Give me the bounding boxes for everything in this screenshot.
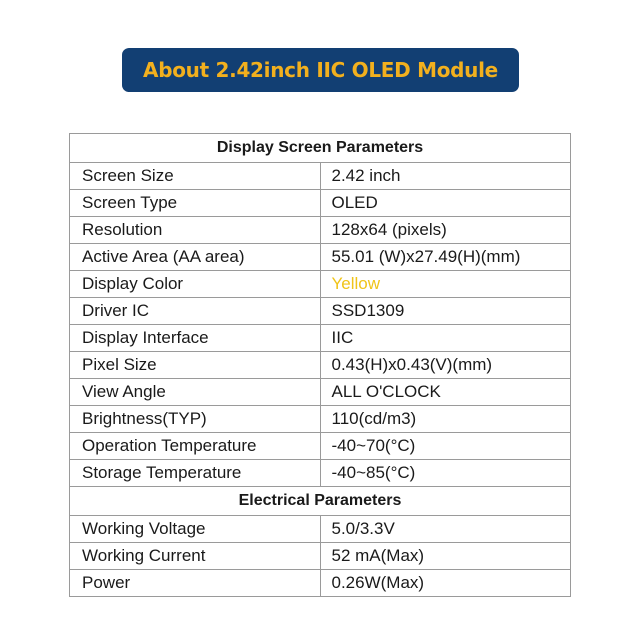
- table-row: [70, 163, 571, 190]
- param-label: Power: [70, 570, 321, 597]
- table-row: [70, 325, 571, 352]
- param-label: Pixel Size: [70, 352, 321, 379]
- param-label: Display Interface: [70, 325, 321, 352]
- param-value: 110(cd/m3): [320, 406, 571, 433]
- title-banner: [122, 48, 519, 92]
- param-label: Working Current: [70, 543, 321, 570]
- section-heading-display: Display Screen Parameters: [70, 134, 571, 163]
- param-value: -40~70(°C): [320, 433, 571, 460]
- param-value: 0.43(H)x0.43(V)(mm): [320, 352, 571, 379]
- param-label: Resolution: [70, 217, 321, 244]
- param-value: OLED: [320, 190, 571, 217]
- param-value: 128x64 (pixels): [320, 217, 571, 244]
- table-row: [70, 379, 571, 406]
- table-row: [70, 570, 571, 597]
- section-header-row: [70, 487, 571, 516]
- table-row: [70, 352, 571, 379]
- param-value: 5.0/3.3V: [320, 516, 571, 543]
- section-heading-electrical: Electrical Parameters: [70, 487, 571, 516]
- param-label: Active Area (AA area): [70, 244, 321, 271]
- table-row: [70, 543, 571, 570]
- param-value: -40~85(°C): [320, 460, 571, 487]
- table-row: [70, 217, 571, 244]
- param-label: Operation Temperature: [70, 433, 321, 460]
- display-color-value: Yellow: [320, 271, 571, 298]
- param-value: 52 mA(Max): [320, 543, 571, 570]
- param-value: 0.26W(Max): [320, 570, 571, 597]
- table-row: [70, 244, 571, 271]
- section-header-row: [70, 134, 571, 163]
- param-label: View Angle: [70, 379, 321, 406]
- table-row: [70, 298, 571, 325]
- param-label: Driver IC: [70, 298, 321, 325]
- page-title: About 2.42inch IIC OLED Module: [143, 58, 498, 82]
- param-label: Display Color: [70, 271, 321, 298]
- table-row: [70, 190, 571, 217]
- table-row: [70, 433, 571, 460]
- table-row: [70, 460, 571, 487]
- param-value: IIC: [320, 325, 571, 352]
- param-label: Screen Type: [70, 190, 321, 217]
- param-label: Brightness(TYP): [70, 406, 321, 433]
- table-row: [70, 271, 571, 298]
- param-value: SSD1309: [320, 298, 571, 325]
- param-value: 2.42 inch: [320, 163, 571, 190]
- param-value: ALL O'CLOCK: [320, 379, 571, 406]
- param-label: Screen Size: [70, 163, 321, 190]
- table-row: [70, 516, 571, 543]
- param-label: Working Voltage: [70, 516, 321, 543]
- param-value: 55.01 (W)x27.49(H)(mm): [320, 244, 571, 271]
- param-label: Storage Temperature: [70, 460, 321, 487]
- spec-table: [69, 133, 571, 597]
- table-row: [70, 406, 571, 433]
